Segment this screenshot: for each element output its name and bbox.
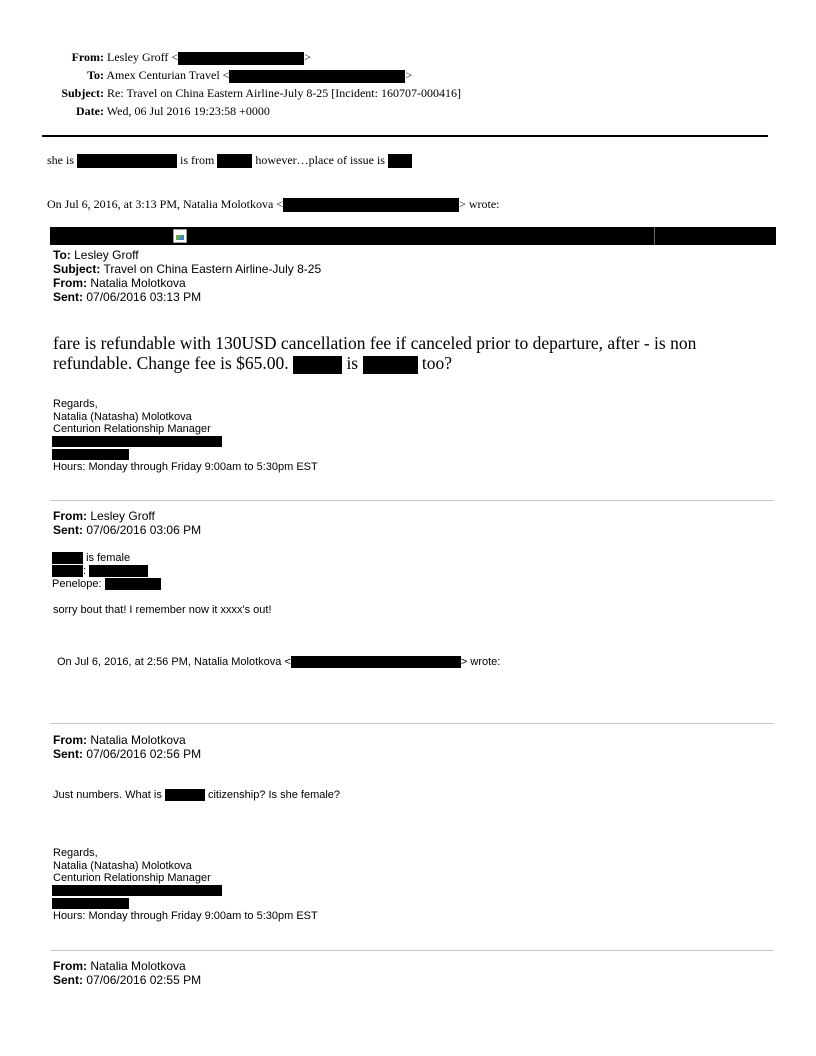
- sig-hours: Hours: Monday through Friday 9:00am to 5:30pm EST: [53, 461, 318, 473]
- body-text: Just numbers. What is: [53, 789, 162, 801]
- quote-wrote-text: > wrote:: [459, 197, 500, 211]
- sent-value: 07/06/2016 03:06 PM: [86, 523, 202, 537]
- close-bracket: >: [304, 50, 311, 64]
- banner-divider: [654, 227, 655, 245]
- redacted-name: [52, 565, 83, 577]
- msg2-sent: [53, 523, 201, 537]
- reply-part: she is: [47, 153, 74, 167]
- sig-regards: Regards,: [53, 847, 98, 859]
- body-text: :: [83, 565, 87, 577]
- sig-name: Natalia (Natasha) Molotkova: [53, 860, 192, 872]
- redacted-name: [363, 356, 418, 374]
- msg1-subject: [53, 262, 321, 276]
- redacted-email: [283, 198, 459, 212]
- msg1-body-line2: [53, 353, 452, 374]
- redacted-email: [178, 52, 304, 65]
- sig-hours: Hours: Monday through Friday 9:00am to 5:30pm EST: [53, 910, 318, 922]
- msg1-to: [53, 248, 139, 262]
- from-label: From:: [53, 733, 87, 747]
- from-value: Natalia Molotkova: [90, 959, 186, 973]
- quote-intro-text: On Jul 6, 2016, at 2:56 PM, Natalia Molotkova <: [57, 656, 291, 668]
- body-text: refundable. Change fee is $65.00.: [53, 353, 289, 373]
- msg4-sent: [53, 973, 201, 987]
- redacted-banner: [50, 227, 776, 245]
- sent-value: 07/06/2016 02:56 PM: [86, 747, 202, 761]
- msg4-from: [53, 959, 186, 973]
- from-label: From:: [53, 959, 87, 973]
- header-from-row: [0, 50, 311, 65]
- sent-value: 07/06/2016 03:13 PM: [86, 290, 202, 304]
- sig-title: Centurion Relationship Manager: [53, 872, 211, 884]
- redacted-name: [52, 552, 83, 564]
- to-label: To:: [53, 248, 71, 262]
- body-text: Penelope:: [52, 578, 102, 590]
- sent-label: Sent:: [53, 523, 83, 537]
- header-divider: [42, 135, 768, 137]
- redacted-contact: [52, 436, 222, 447]
- header-subject-row: [0, 86, 461, 101]
- sent-label: Sent:: [53, 290, 83, 304]
- reply-text: [47, 153, 412, 168]
- from-label: From:: [71, 50, 104, 64]
- message-divider: [50, 950, 774, 951]
- redacted-place: [388, 154, 412, 168]
- reply-part: however…place of issue is: [255, 153, 385, 167]
- date-label: Date:: [76, 104, 104, 118]
- subject-label: Subject:: [61, 86, 104, 100]
- redacted-value: [89, 565, 148, 577]
- msg3-body: [53, 789, 340, 802]
- redacted-name: [165, 789, 205, 801]
- redacted-contact: [52, 898, 129, 909]
- date-text: Wed, 06 Jul 2016 19:23:58 +0000: [106, 104, 270, 118]
- quote-wrote-text: > wrote:: [460, 656, 501, 668]
- msg2-line1: [52, 552, 130, 565]
- header-date-row: [0, 104, 270, 119]
- sig-regards: Regards,: [53, 398, 98, 410]
- redacted-name: [77, 154, 177, 168]
- close-bracket: >: [405, 68, 413, 82]
- redacted-value: [105, 578, 161, 590]
- body-text: citizenship? Is she female?: [207, 789, 341, 801]
- subject-value: Travel on China Eastern Airline-July 8-25: [103, 262, 322, 276]
- message-divider: [50, 500, 774, 501]
- body-text: is female: [86, 552, 131, 564]
- from-label: From:: [53, 509, 87, 523]
- to-value: Lesley Groff: [74, 248, 139, 262]
- msg2-line2: [52, 565, 148, 578]
- message-divider: [50, 723, 774, 724]
- to-label: To:: [87, 68, 104, 82]
- redacted-place: [217, 154, 252, 168]
- msg2-from: [53, 509, 155, 523]
- broken-image-icon: [173, 229, 187, 243]
- from-value: Lesley Groff: [90, 509, 155, 523]
- redacted-name: [293, 356, 342, 374]
- sent-label: Sent:: [53, 747, 83, 761]
- subject-text: Re: Travel on China Eastern Airline-July 8-25 [Incident: 160707-000416]: [107, 86, 461, 100]
- quote-intro: [47, 197, 500, 212]
- msg1-sent: [53, 290, 201, 304]
- msg1-body-line1: fare is refundable with 130USD cancellation fee if canceled prior to departure, after - is non: [53, 333, 697, 353]
- msg2-line4: sorry bout that! I remember now it xxxx's out!: [53, 604, 272, 616]
- from-name: Lesley Groff <: [107, 50, 179, 64]
- header-to-row: [0, 68, 412, 83]
- body-text: is: [346, 353, 359, 373]
- redacted-contact: [52, 449, 129, 460]
- msg2-line3: [52, 578, 161, 591]
- msg2-quote-intro: [57, 656, 500, 669]
- msg3-sent: [53, 747, 201, 761]
- redacted-contact: [52, 885, 222, 896]
- sig-title: Centurion Relationship Manager: [53, 423, 211, 435]
- to-name: Amex Centurian Travel <: [106, 68, 230, 82]
- from-label: From:: [53, 276, 87, 290]
- redacted-email: [229, 70, 405, 83]
- sig-name: Natalia (Natasha) Molotkova: [53, 411, 192, 423]
- body-text: too?: [421, 353, 453, 373]
- msg3-from: [53, 733, 186, 747]
- from-value: Natalia Molotkova: [90, 733, 186, 747]
- reply-part: is from: [180, 153, 215, 167]
- quote-intro-text: On Jul 6, 2016, at 3:13 PM, Natalia Molotkova <: [47, 197, 284, 211]
- msg1-from: [53, 276, 186, 290]
- subject-label: Subject:: [53, 262, 101, 276]
- from-value: Natalia Molotkova: [90, 276, 186, 290]
- redacted-email: [291, 656, 461, 668]
- sent-label: Sent:: [53, 973, 83, 987]
- sent-value: 07/06/2016 02:55 PM: [86, 973, 202, 987]
